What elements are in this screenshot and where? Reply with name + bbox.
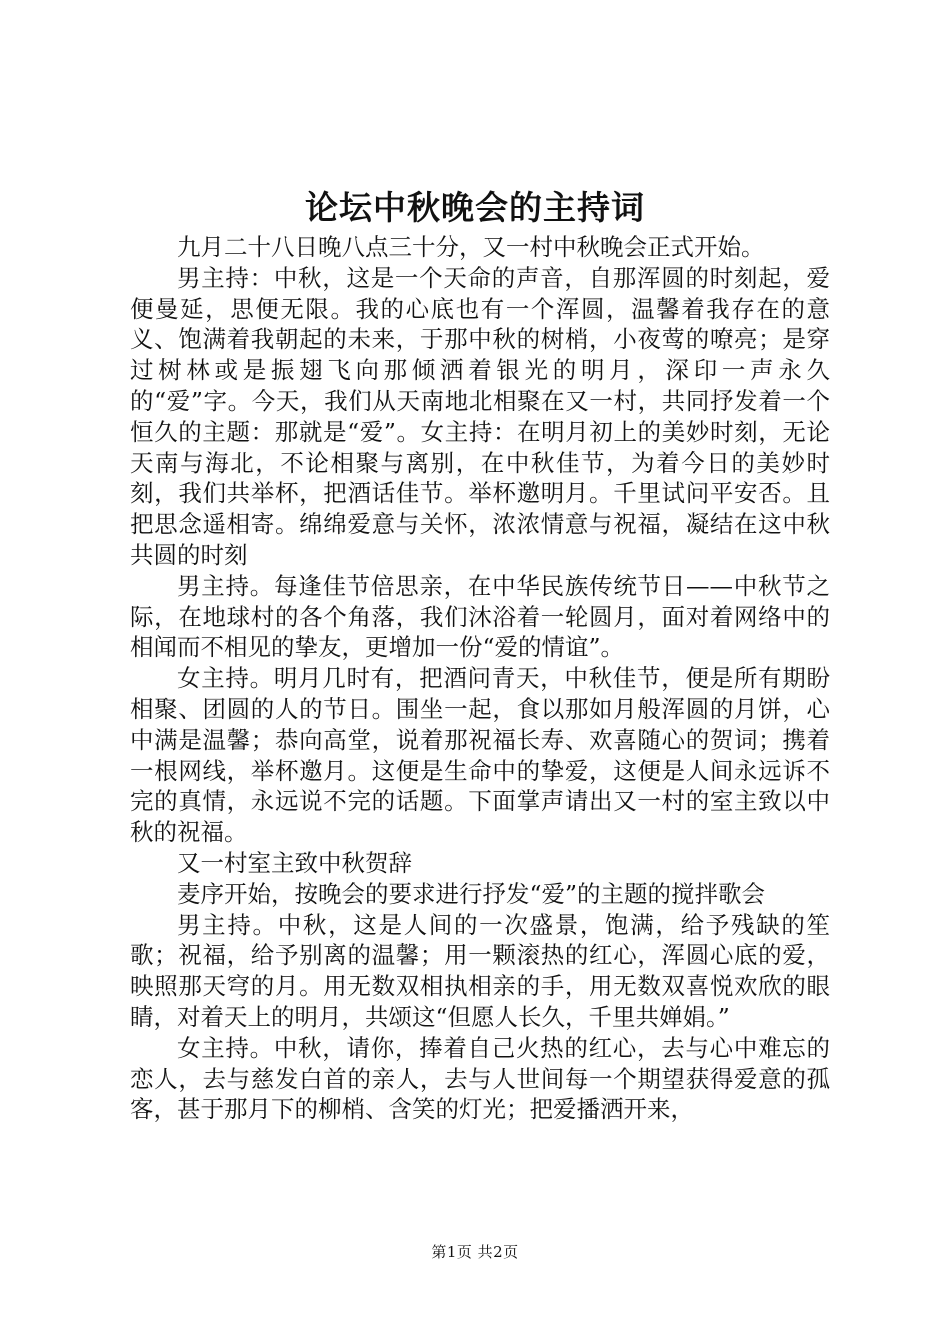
paragraph-male-host-1: 男主持：中秋，这是一个天命的声音，自那浑圆的时刻起，爱便曼延，思便无限。我的心底也有一个浑圆，温馨着我存在的意义、饱满着我朝起的未来，于那中秋的树梢，小夜莺的嘹亮；是穿过树林或是振翅飞向那倾洒着银光的明月，深印一声永久的“爱”字。今天，我们从天南地北相聚在又一村，共同抒发着一个恒久的主题：那就是“爱”。女主持：在明月初上的美妙时刻，无论天南与海北，不论相聚与离别，在中秋佳节，为着今日的美妙时刻，我们共举杯，把酒话佳节。举杯邀明月。千里试问平安否。且把思念遥相寄。绵绵爱意与关怀，浓浓情意与祝福，凝结在这中秋共圆的时刻 <box>130 263 830 569</box>
paragraph-male-host-3: 男主持。中秋，这是人间的一次盛景，饱满，给予残缺的笙歌；祝福，给予别离的温馨；用一颗滚热的红心，浑圆心底的爱，映照那天穹的月。用无数双相执相亲的手，用无数双喜悦欢欣的眼睛，对着天上的明月，共颂这“但愿人长久，千里共婵娟。” <box>130 910 830 1031</box>
page-footer: 第1页 共2页 <box>431 1243 519 1261</box>
document-title: 论坛中秋晚会的主持词 <box>305 188 645 227</box>
paragraph-female-host-2: 女主持。中秋，请你，捧着自己火热的红心，去与心中难忘的恋人，去与慈发白首的亲人，去与人世间每一个期望获得爱意的孤客，甚于那月下的柳梢、含笑的灯光；把爱播洒开来， <box>130 1033 830 1124</box>
paragraph-female-host-1: 女主持。明月几时有，把酒问青天，中秋佳节，便是所有期盼相聚、团圆的人的节日。围坐一起，食以那如月般浑圆的月饼，心中满是温馨；恭向高堂，说着那祝福长寿、欢喜随心的贺词；携着一根网线，举杯邀月。这便是生命中的挚爱，这便是人间永远诉不完的真情，永远说不完的话题。下面掌声请出又一村的室主致以中秋的祝福。 <box>130 664 830 847</box>
document-body <box>130 232 830 1125</box>
paragraph-opening: 九月二十八日晚八点三十分，又一村中秋晚会正式开始。 <box>177 233 765 261</box>
paragraph-host-greeting: 又一村室主致中秋贺辞 <box>177 848 412 877</box>
paragraph-male-host-2: 男主持。每逢佳节倍思亲，在中华民族传统节日——中秋节之际，在地球村的各个角落，我们沐浴着一轮圆月，面对着网络中的相闻而不相见的挚友，更增加一份“爱的情谊”。 <box>130 571 830 662</box>
paragraph-song-session: 麦序开始，按晚会的要求进行抒发“爱”的主题的搅拌歌会 <box>177 879 766 908</box>
